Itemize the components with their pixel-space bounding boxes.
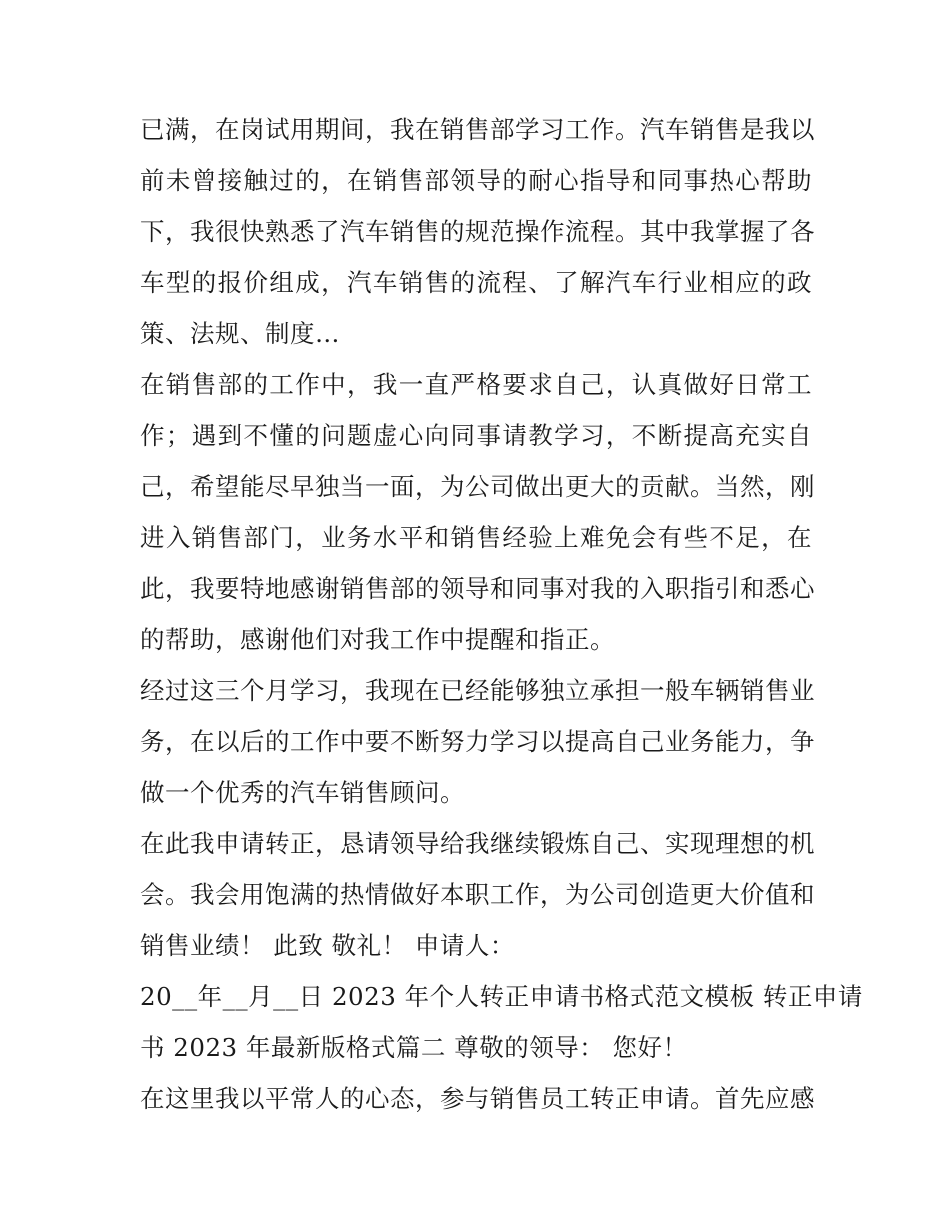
text-line: 已满，在岗试用期间，我在销售部学习工作。汽车销售是我以 [140,115,815,144]
text-line: 进入销售部门，业务水平和销售经验上难免会有些不足，在 [140,523,812,552]
text-line: 经过这三个月学习，我现在已经能够独立承担一般车辆销售业 [140,676,815,705]
text-line: 在销售部的工作中，我一直严格要求自己，认真做好日常工 [140,370,812,399]
text-line: 车型的报价组成，汽车销售的流程、了解汽车行业相应的政 [140,268,812,297]
text-line: 的帮助，感谢他们对我工作中提醒和指正。 [140,625,615,654]
document-body [140,104,863,1124]
text-line: 做一个优秀的汽车销售顾问。 [140,778,465,807]
text-line: 下，我很快熟悉了汽车销售的规范操作流程。其中我掌握了各 [140,217,815,246]
text-line: 会。我会用饱满的热情做好本职工作，为公司创造更大价值和 [140,880,815,909]
text-line: 书 2023 年最新版格式篇二 尊敬的领导： 您好！ [140,1033,688,1062]
text-line: 己，希望能尽早独当一面，为公司做出更大的贡献。当然，刚 [140,472,815,501]
text-line: 在此我申请转正，恳请领导给我继续锻炼自己、实现理想的机 [140,829,815,858]
text-line: 前未曾接触过的，在销售部领导的耐心指导和同事热心帮助 [140,166,812,195]
text-line: 务，在以后的工作中要不断努力学习以提高自己业务能力，争 [140,727,815,756]
text-line: 在这里我以平常人的心态，参与销售员工转正申请。首先应感 [140,1084,815,1113]
text-line: 20__年__月__日 2023 年个人转正申请书格式范文模板 转正申请 [140,982,863,1011]
text-line: 策、法规、制度… [140,319,340,348]
text-line: 销售业绩！ 此致 敬礼！ 申请人： [140,931,515,960]
text-line: 作；遇到不懂的问题虚心向同事请教学习，不断提高充实自 [140,421,812,450]
text-line: 此，我要特地感谢销售部的领导和同事对我的入职指引和悉心 [140,574,815,603]
